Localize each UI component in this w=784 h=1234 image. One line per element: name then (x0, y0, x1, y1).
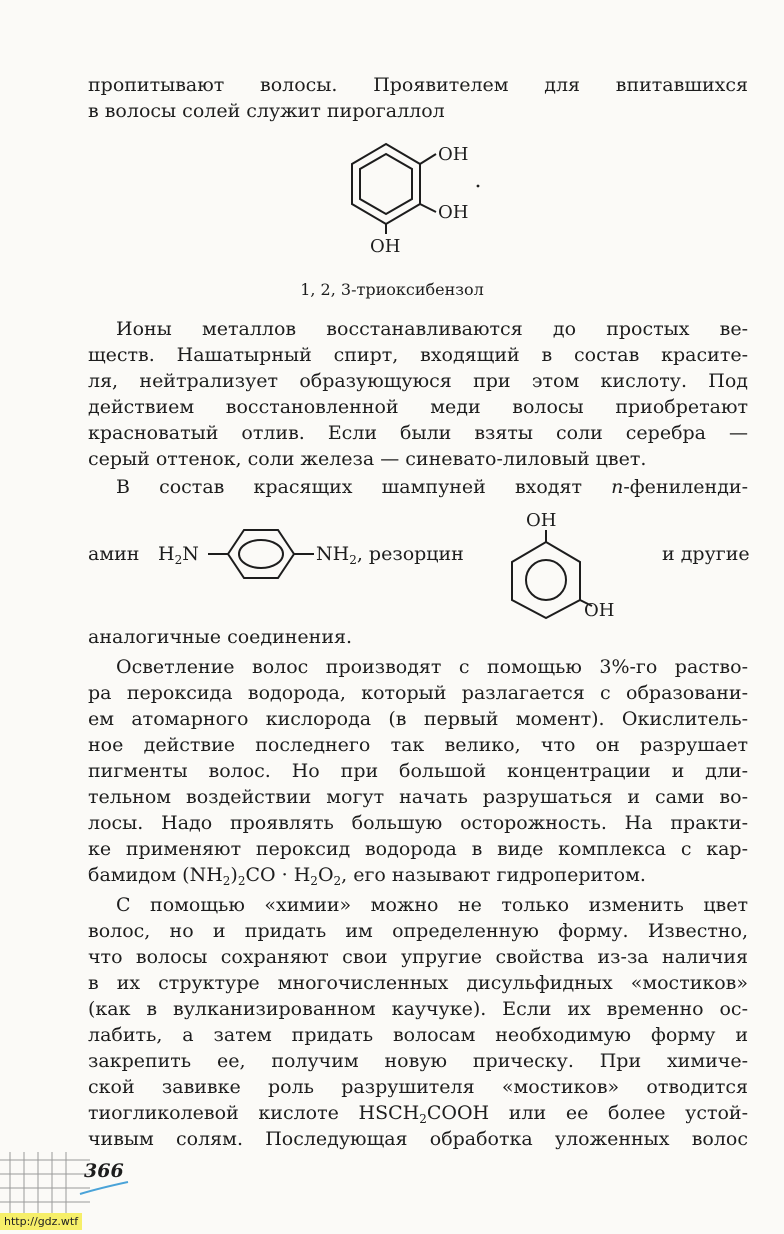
text-line: ра пероксида водорода, который разлагается с образовани- (88, 682, 748, 704)
text-line: Ионы металлов восстанавливаются до простых ве- (116, 318, 748, 340)
hydroxyl-label: OH (438, 144, 469, 165)
text-line: в их структуре многочисленных дисульфидных «мостиков» (88, 972, 748, 994)
text-line: (как в вулканизированном каучуке). Если их временно ос- (88, 998, 748, 1020)
formula-h2n: $H_2N$ (158, 543, 199, 567)
text-line: В состав красящих шампуней входят п-фениленди- (116, 476, 748, 498)
text-line: ской завивке роль разрушителя «мостиков» отводится (88, 1076, 748, 1098)
text-line: серый оттенок, соли железа — синевато-лиловый цвет. (88, 448, 647, 470)
phenylenediamine-ring (208, 526, 316, 582)
structure-caption: 1, 2, 3-триоксибензол (300, 280, 484, 299)
text-line: лабить, а затем придать волосам необходимую форму и (88, 1024, 748, 1046)
hydroxyl-label: OH (438, 202, 469, 223)
page-number: 366 (84, 1160, 124, 1182)
text-line: С помощью «химии» можно не только изменить цвет (116, 894, 748, 916)
source-badge[interactable]: http://gdz.wtf (0, 1213, 82, 1230)
text-line: что волосы сохраняют свои упругие свойства из-за наличия (88, 946, 748, 968)
resorcinol-structure (500, 508, 640, 620)
text-line: лосы. Надо проявлять большую осторожность. На практи- (88, 812, 748, 834)
text-line: волос, но и придать им определенную форму. Известно, (88, 920, 748, 942)
hydroxyl-label: OH (526, 510, 557, 531)
text-fragment: и другие (662, 543, 750, 565)
formula-line: тиогликолевой кислоте $HSCH_2COOH$ или ее более устой- (88, 1102, 748, 1126)
text-line: аналогичные соединения. (88, 626, 353, 648)
text-line: Осветление волос производят с помощью 3%-го раство- (116, 656, 748, 678)
text-line: ем атомарного кислорода (в первый момент). Окислитель- (88, 708, 748, 730)
text-line: закрепить ее, получим новую прическу. При химиче- (88, 1050, 748, 1072)
hydroxyl-label: OH (370, 236, 401, 257)
text-line: тельном воздействии могут начать разрушаться и сами во- (88, 786, 748, 808)
formula-line: бамидом $(NH_2)_2CO \cdot H_2O_2$, его называют гидроперитом. (88, 864, 646, 888)
text-line: ля, нейтрализует образующуюся при этом кислоту. Под (88, 370, 748, 392)
text-line: ке применяют пероксид водорода в виде комплекса с кар- (88, 838, 748, 860)
text-line: действием восстановленной меди волосы приобретают (88, 396, 748, 418)
text-fragment: амин (88, 543, 140, 565)
text-line: ное действие последнего так велико, что он разрушает (88, 734, 748, 756)
formula-nh2: $NH_2$, резорцин (316, 543, 464, 567)
hydroxyl-label: OH (584, 600, 615, 620)
text-line: пигменты волос. Но при большой концентрации и дли- (88, 760, 748, 782)
text-line: ществ. Нашатырный спирт, входящий в состав красите- (88, 344, 748, 366)
text-line: чивым солям. Последующая обработка уложенных волос (88, 1128, 748, 1150)
text-line: в волосы солей служит пирогаллол (88, 100, 445, 122)
pyrogallol-structure (340, 132, 500, 262)
text-line: пропитывают волосы. Проявителем для впитавшихся (88, 74, 748, 96)
text-line: красноватый отлив. Если были взяты соли серебра — (88, 422, 748, 444)
